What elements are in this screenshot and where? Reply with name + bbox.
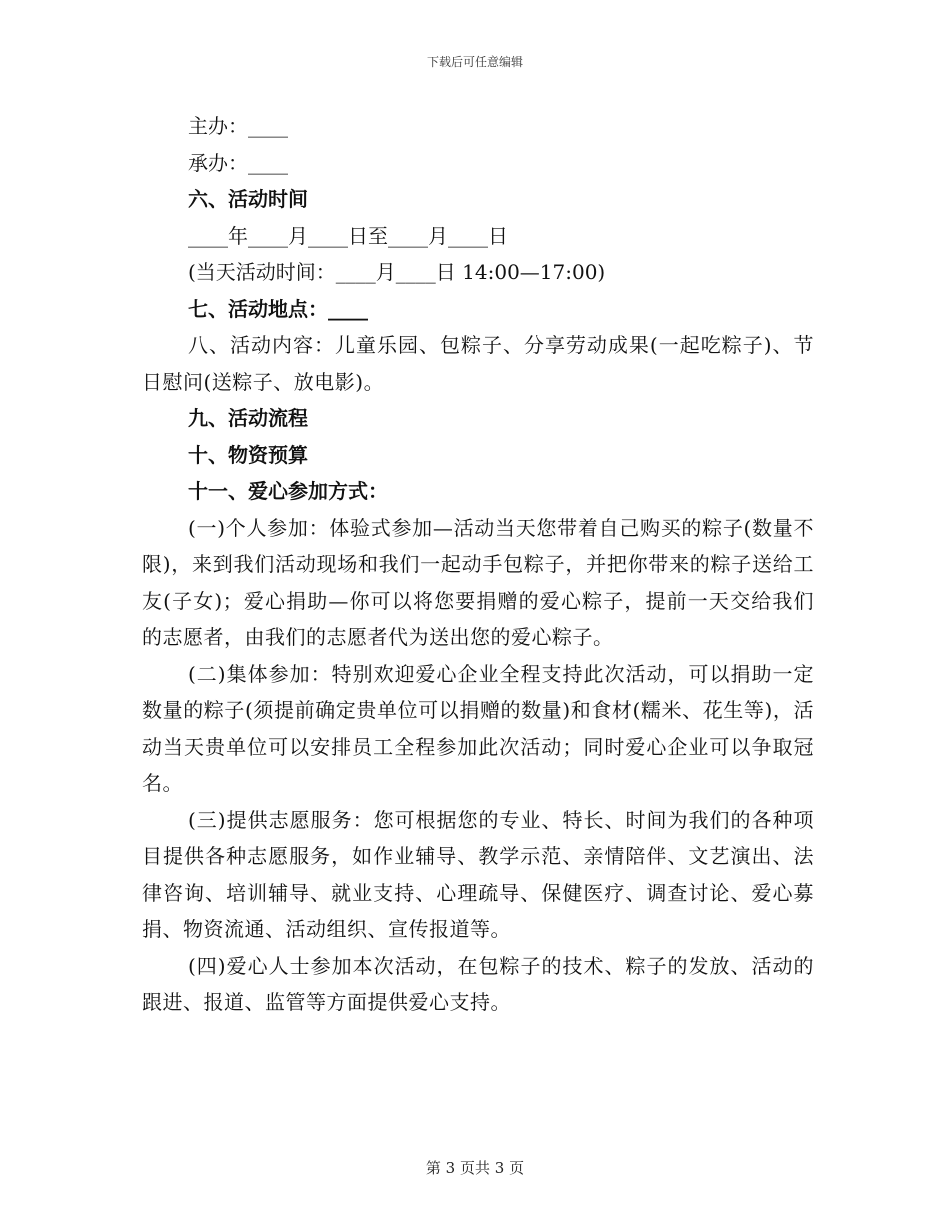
activity-date-line: ____年____月____日至____月____日 <box>188 223 508 248</box>
organizer-line: 主办：____ <box>188 114 288 138</box>
section-10-heading: 十、物资预算 <box>188 442 308 467</box>
activity-time-line: (当天活动时间：____月____日 14:00—17:00) <box>188 260 606 284</box>
page-footer: 第 3 页共 3 页 <box>425 1159 525 1177</box>
participation-volunteer: (三)提供志愿服务：您可根据您的专业、特长、时间为我们的各种项目提供各种志愿服务，如作业辅导、教学示范、亲情陪伴、文艺演出、法律咨询、培训辅导、就业支持、心理疏导、保健医疗、调查讨论、爱心募捐、物资流通、活动组织、宣传报道等。 <box>142 807 814 941</box>
section-6-heading: 六、活动时间 <box>188 187 308 211</box>
page-header: 下载后可任意编辑 <box>426 55 523 69</box>
section-9-heading: 九、活动流程 <box>188 406 308 430</box>
section-7-heading: 七、活动地点：____ <box>188 296 368 321</box>
participation-caring-people: (四)爱心人士参加本次活动，在包粽子的技术、粽子的发放、活动的跟进、报道、监管等方面提供爱心支持。 <box>142 953 814 1014</box>
participation-group: (二)集体参加：特别欢迎爱心企业全程支持此次活动，可以捐助一定数量的粽子(须提前确定贵单位可以捐赠的数量)和食材(糯米、花生等)，活动当天贵单位可以安排员工全程参加此次活动；同时爱心企业可以争取冠名。 <box>142 661 814 795</box>
participation-individual: (一)个人参加：体验式参加—活动当天您带着自己购买的粽子(数量不限)，来到我们活动现场和我们一起动手包粽子，并把你带来的粽子送给工友(子女)；爱心捐助—你可以将您要捐赠的爱心粽子，提前一天交给我们的志愿者，由我们的志愿者代为送出您的爱心粽子。 <box>142 515 814 649</box>
document-body <box>142 108 814 1021</box>
section-8-paragraph: 八、活动内容：儿童乐园、包粽子、分享劳动成果(一起吃粽子)、节日慰问(送粽子、放电影)。 <box>142 333 814 394</box>
co-organizer-line: 承办：____ <box>188 150 288 175</box>
section-11-heading: 十一、爱心参加方式： <box>188 479 388 503</box>
